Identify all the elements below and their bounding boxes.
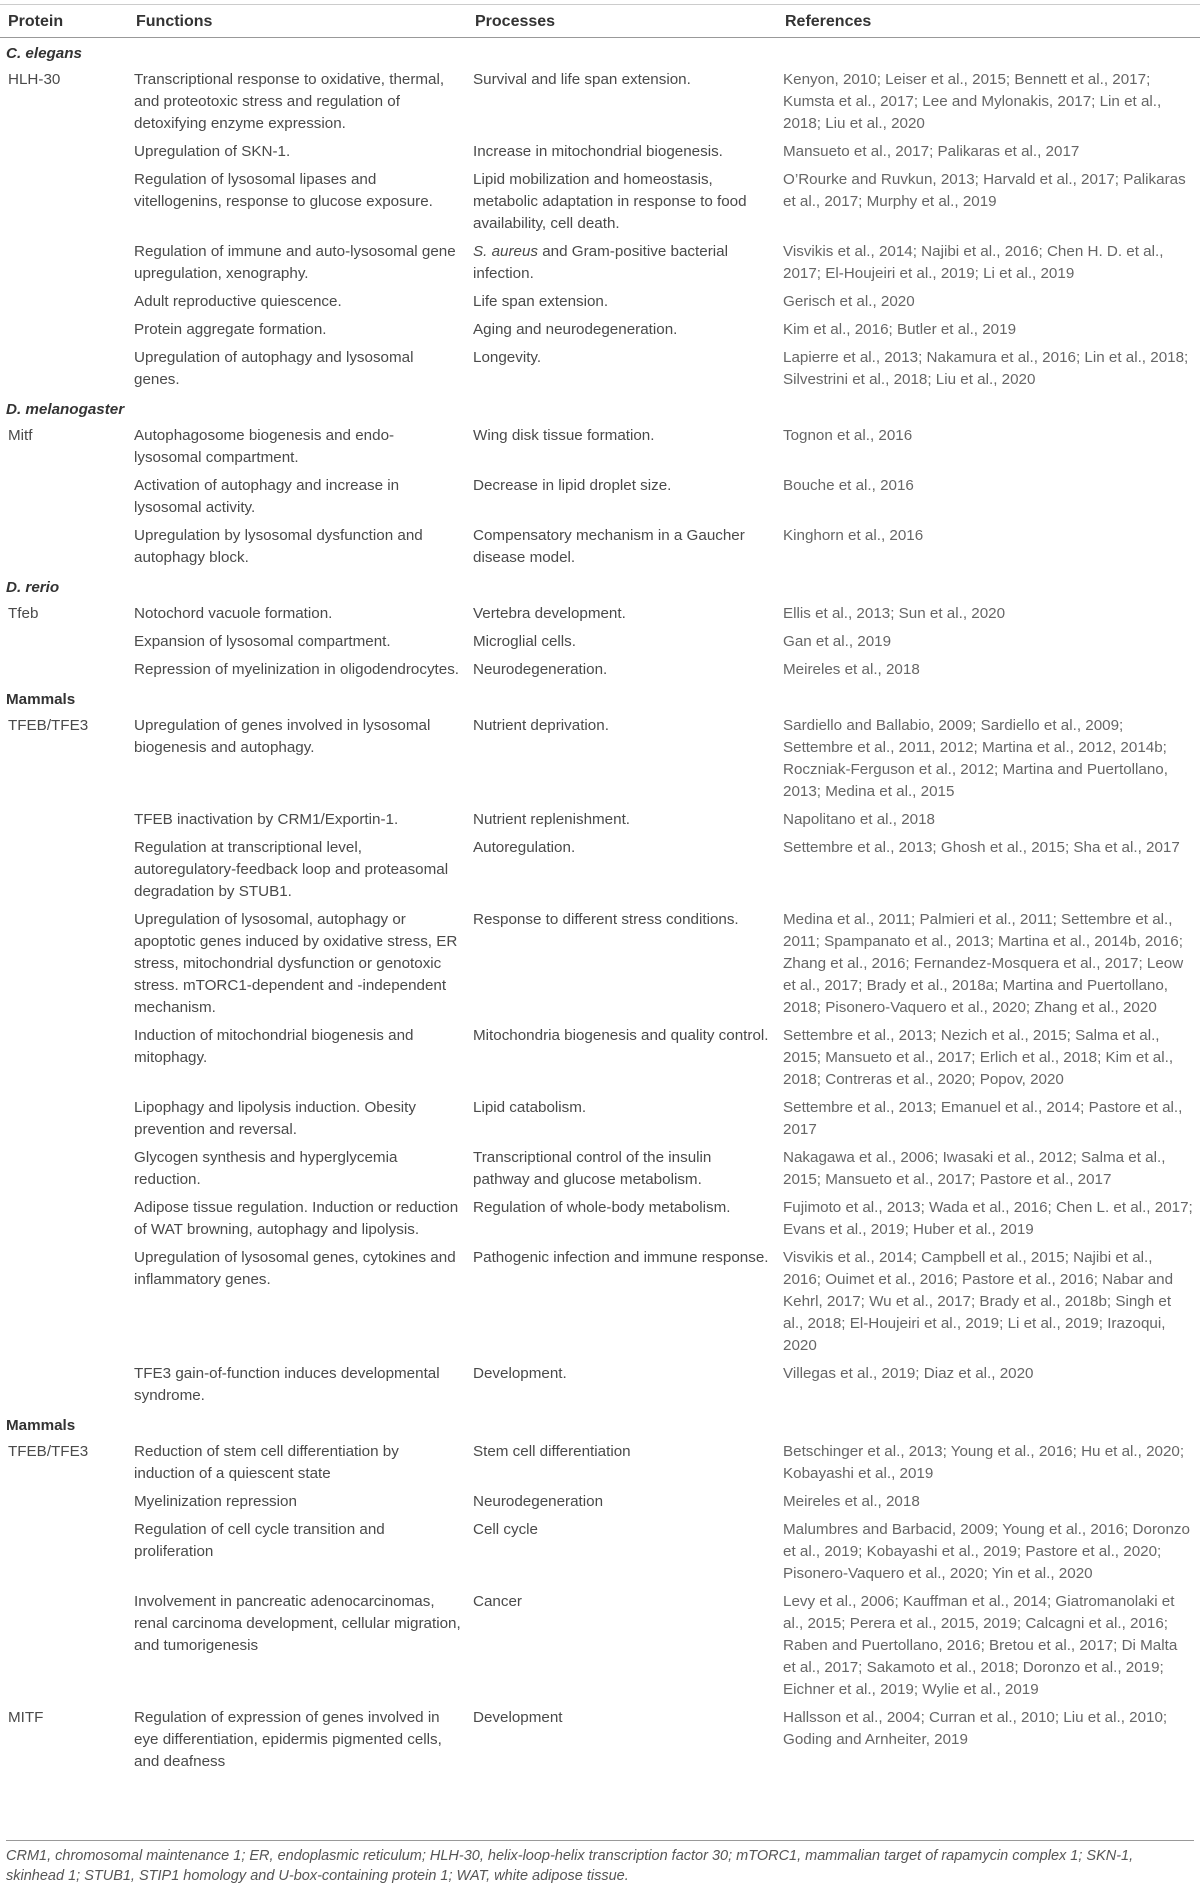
references-cell: Medina et al., 2011; Palmieri et al., 2011; Settembre et al., 2011; Spampanato et al., 2013; Martina et al., 2014b, 2016; Zhang et al., 2016; Fernandez-Mosquera et al., 2017; Leow et al., 2017; Brady et al., 2018a; Martina and Puertollano, 2018; Pisonero-Vaquero et al., 2020; Zhang et al., 2020 <box>783 911 1184 1016</box>
function-cell: TFE3 gain-of-function induces developmental syndrome. <box>134 1365 440 1404</box>
table-row <box>0 1438 1200 1488</box>
header-functions: Functions <box>128 5 467 38</box>
function-cell: Myelinization repression <box>134 1493 297 1510</box>
references-cell: Bouche et al., 2016 <box>783 477 914 494</box>
table-row <box>0 1022 1200 1094</box>
table-footnote: CRM1, chromosomal maintenance 1; ER, endoplasmic reticulum; HLH-30, helix-loop-helix transcription factor 30; mTORC1, mammalian target of rapamycin complex 1; SKN-1, skinhead 1; STUB1, STIP1 homology and U-box-containing protein 1; WAT, white adipose tissue. <box>6 1840 1194 1886</box>
function-cell: Upregulation of autophagy and lysosomal genes. <box>134 349 414 388</box>
process-species-name: S. aureus <box>473 243 539 260</box>
protein-cell <box>0 1144 128 1194</box>
process-cell: Cell cycle <box>473 1521 538 1538</box>
function-cell: Protein aggregate formation. <box>134 321 327 338</box>
process-cell: Lipid catabolism. <box>473 1099 587 1116</box>
table-row <box>0 628 1200 656</box>
references-cell: O’Rourke and Ruvkun, 2013; Harvald et al., 2017; Palikaras et al., 2017; Murphy et al., 2019 <box>783 171 1186 210</box>
function-cell: Adult reproductive quiescence. <box>134 293 342 310</box>
protein-cell <box>0 1588 128 1704</box>
table-row <box>0 238 1200 288</box>
references-cell: Kenyon, 2010; Leiser et al., 2015; Bennett et al., 2017; Kumsta et al., 2017; Lee and Mylonakis, 2017; Lin et al., 2018; Liu et al., 2020 <box>783 71 1162 132</box>
function-cell: Involvement in pancreatic adenocarcinomas, renal carcinoma development, cellular migration, and tumorigenesis <box>134 1593 461 1654</box>
protein-cell <box>0 166 128 238</box>
function-cell: Adipose tissue regulation. Induction or reduction of WAT browning, autophagy and lipolysis. <box>134 1199 459 1238</box>
table-row <box>0 1588 1200 1704</box>
protein-cell: MITF <box>8 1709 44 1726</box>
protein-cell <box>0 316 128 344</box>
references-cell: Mansueto et al., 2017; Palikaras et al., 2017 <box>783 143 1080 160</box>
protein-cell <box>0 238 128 288</box>
organism-section-row <box>0 394 1200 422</box>
table-row <box>0 522 1200 572</box>
references-cell: Nakagawa et al., 2006; Iwasaki et al., 2012; Salma et al., 2015; Mansueto et al., 2017; Pastore et al., 2017 <box>783 1149 1166 1188</box>
organism-section-row <box>0 684 1200 712</box>
process-cell: Autoregulation. <box>473 839 576 856</box>
function-cell: Autophagosome biogenesis and endo-lysosomal compartment. <box>134 427 395 466</box>
table-row <box>0 806 1200 834</box>
function-cell: Expansion of lysosomal compartment. <box>134 633 391 650</box>
process-cell: Aging and neurodegeneration. <box>473 321 678 338</box>
table-row <box>0 1094 1200 1144</box>
references-cell: Gerisch et al., 2020 <box>783 293 915 310</box>
references-cell: Hallsson et al., 2004; Curran et al., 2010; Liu et al., 2010; Goding and Arnheiter, 2019 <box>783 1709 1168 1748</box>
organism-section-row <box>0 572 1200 600</box>
protein-cell <box>0 834 128 906</box>
process-cell: Lipid mobilization and homeostasis, metabolic adaptation in response to food availability, cell death. <box>473 171 747 232</box>
references-cell: Betschinger et al., 2013; Young et al., 2016; Hu et al., 2020; Kobayashi et al., 2019 <box>783 1443 1185 1482</box>
protein-cell <box>0 522 128 572</box>
protein-cell <box>0 138 128 166</box>
protein-cell <box>0 1488 128 1516</box>
table-row <box>0 344 1200 394</box>
function-cell: Upregulation of lysosomal genes, cytokines and inflammatory genes. <box>134 1249 456 1288</box>
process-cell: Response to different stress conditions. <box>473 911 739 928</box>
references-cell: Meireles et al., 2018 <box>783 1493 920 1510</box>
protein-cell <box>0 1022 128 1094</box>
references-cell: Kim et al., 2016; Butler et al., 2019 <box>783 321 1017 338</box>
table-row <box>0 712 1200 806</box>
organism-label: D. rerio <box>6 579 60 596</box>
header-processes: Processes <box>467 5 777 38</box>
references-cell: Napolitano et al., 2018 <box>783 811 935 828</box>
process-cell: Compensatory mechanism in a Gaucher disease model. <box>473 527 745 566</box>
table-row <box>0 138 1200 166</box>
references-cell: Visvikis et al., 2014; Campbell et al., 2015; Najibi et al., 2016; Ouimet et al., 2016; Pastore et al., 2016; Nabar and Kehrl, 2017; Wu et al., 2017; Brady et al., 2018b; Singh et al., 2018; El-Houjeiri et al., 2019; Li et al., 2019; Irazoqui, 2020 <box>783 1249 1174 1354</box>
function-cell: Upregulation by lysosomal dysfunction and autophagy block. <box>134 527 423 566</box>
table-row <box>0 422 1200 472</box>
process-cell: Nutrient replenishment. <box>473 811 631 828</box>
references-cell: Visvikis et al., 2014; Najibi et al., 2016; Chen H. D. et al., 2017; El-Houjeiri et al., 2019; Li et al., 2019 <box>783 243 1164 282</box>
function-cell: Regulation of lysosomal lipases and vitellogenins, response to glucose exposure. <box>134 171 433 210</box>
function-cell: Notochord vacuole formation. <box>134 605 333 622</box>
protein-cell <box>0 1360 128 1410</box>
table-row <box>0 66 1200 138</box>
protein-cell: TFEB/TFE3 <box>8 717 89 734</box>
process-cell: Mitochondria biogenesis and quality control. <box>473 1027 769 1044</box>
protein-cell: HLH-30 <box>8 71 61 88</box>
header-protein: Protein <box>0 5 128 38</box>
organism-section-row <box>0 38 1200 67</box>
function-cell: Upregulation of lysosomal, autophagy or apoptotic genes induced by oxidative stress, ER stress, mitochondrial dysfunction or genotoxic stress. mTORC1-dependent and -independent mechanism. <box>134 911 458 1016</box>
organism-section-row <box>0 1410 1200 1438</box>
references-cell: Settembre et al., 2013; Ghosh et al., 2015; Sha et al., 2017 <box>783 839 1180 856</box>
references-cell: Ellis et al., 2013; Sun et al., 2020 <box>783 605 1006 622</box>
process-cell: Development <box>473 1709 563 1726</box>
references-cell: Levy et al., 2006; Kauffman et al., 2014; Giatromanolaki et al., 2015; Perera et al., 2015, 2019; Calcagni et al., 2016; Raben and Puertollano, 2016; Bretou et al., 2017; Di Malta et al., 2017; Sakamoto et al., 2018; Doronzo et al., 2019; Eichner et al., 2019; Wylie et al., 2019 <box>783 1593 1178 1698</box>
protein-cell <box>0 656 128 684</box>
function-cell: Reduction of stem cell differentiation by induction of a quiescent state <box>134 1443 399 1482</box>
protein-cell: Mitf <box>8 427 33 444</box>
process-cell: Longevity. <box>473 349 542 366</box>
process-cell: Neurodegeneration. <box>473 661 608 678</box>
function-cell: Activation of autophagy and increase in lysosomal activity. <box>134 477 400 516</box>
process-cell: Transcriptional control of the insulin pathway and glucose metabolism. <box>473 1149 712 1188</box>
references-cell: Gan et al., 2019 <box>783 633 892 650</box>
process-text: and Gram-positive bacterial infection. <box>473 243 728 282</box>
references-cell: Settembre et al., 2013; Emanuel et al., 2014; Pastore et al., 2017 <box>783 1099 1183 1138</box>
function-cell: Glycogen synthesis and hyperglycemia reduction. <box>134 1149 398 1188</box>
process-cell: Decrease in lipid droplet size. <box>473 477 672 494</box>
protein-cell <box>0 1516 128 1588</box>
process-cell: Wing disk tissue formation. <box>473 427 655 444</box>
process-cell: Increase in mitochondrial biogenesis. <box>473 143 723 160</box>
table-row <box>0 600 1200 628</box>
organism-label: Mammals <box>6 1417 76 1434</box>
process-cell: Nutrient deprivation. <box>473 717 609 734</box>
protein-cell <box>0 472 128 522</box>
function-cell: Lipophagy and lipolysis induction. Obesity prevention and reversal. <box>134 1099 416 1138</box>
references-cell: Tognon et al., 2016 <box>783 427 913 444</box>
process-cell: Neurodegeneration <box>473 1493 604 1510</box>
function-cell: TFEB inactivation by CRM1/Exportin-1. <box>134 811 399 828</box>
table-row <box>0 1516 1200 1588</box>
references-cell: Villegas et al., 2019; Diaz et al., 2020 <box>783 1365 1034 1382</box>
references-cell: Kinghorn et al., 2016 <box>783 527 924 544</box>
table-row <box>0 906 1200 1022</box>
organism-label: C. elegans <box>6 45 82 62</box>
references-cell: Fujimoto et al., 2013; Wada et al., 2016; Chen L. et al., 2017; Evans et al., 2019; Huber et al., 2019 <box>783 1199 1193 1238</box>
protein-cell <box>0 806 128 834</box>
process-cell: Survival and life span extension. <box>473 71 691 88</box>
table-row <box>0 1194 1200 1244</box>
table-row <box>0 288 1200 316</box>
function-cell: Repression of myelinization in oligodendrocytes. <box>134 661 460 678</box>
table-row <box>0 472 1200 522</box>
table-row <box>0 1360 1200 1410</box>
process-cell: Microglial cells. <box>473 633 576 650</box>
table-row <box>0 1488 1200 1516</box>
references-cell: Meireles et al., 2018 <box>783 661 920 678</box>
table-row <box>0 166 1200 238</box>
process-cell: Vertebra development. <box>473 605 626 622</box>
process-cell: Development. <box>473 1365 567 1382</box>
protein-cell: Tfeb <box>8 605 39 622</box>
organism-label: Mammals <box>6 691 76 708</box>
process-cell: Pathogenic infection and immune response. <box>473 1249 769 1266</box>
function-cell: Regulation of immune and auto-lysosomal gene upregulation, xenography. <box>134 243 456 282</box>
protein-cell <box>0 288 128 316</box>
protein-cell: TFEB/TFE3 <box>8 1443 89 1460</box>
function-cell: Upregulation of SKN-1. <box>134 143 291 160</box>
function-cell: Regulation of cell cycle transition and proliferation <box>134 1521 385 1560</box>
references-cell: Sardiello and Ballabio, 2009; Sardiello et al., 2009; Settembre et al., 2011, 2012; Martina et al., 2012, 2014b; Roczniak-Ferguson et al., 2012; Martina and Puertollano, 2013; Medina et al., 2015 <box>783 717 1168 800</box>
table-row <box>0 1244 1200 1360</box>
table-row <box>0 834 1200 906</box>
table-body <box>0 38 1200 1777</box>
table-header-row <box>0 5 1200 38</box>
process-cell: Regulation of whole-body metabolism. <box>473 1199 731 1216</box>
process-cell <box>467 238 777 288</box>
process-cell: Cancer <box>473 1593 522 1610</box>
protein-cell <box>0 1244 128 1360</box>
protein-cell <box>0 906 128 1022</box>
references-cell: Settembre et al., 2013; Nezich et al., 2015; Salma et al., 2015; Mansueto et al., 2017; Erlich et al., 2018; Kim et al., 2018; Contreras et al., 2020; Popov, 2020 <box>783 1027 1174 1088</box>
function-cell: Regulation of expression of genes involved in eye differentiation, epidermis pigmented cells, and deafness <box>134 1709 442 1770</box>
function-cell: Regulation at transcriptional level, autoregulatory-feedback loop and proteasomal degradation by STUB1. <box>134 839 449 900</box>
table-row <box>0 316 1200 344</box>
process-cell: Life span extension. <box>473 293 609 310</box>
protein-cell <box>0 344 128 394</box>
process-cell: Stem cell differentiation <box>473 1443 631 1460</box>
protein-cell <box>0 1194 128 1244</box>
protein-cell <box>0 1094 128 1144</box>
function-cell: Induction of mitochondrial biogenesis and mitophagy. <box>134 1027 414 1066</box>
function-cell: Transcriptional response to oxidative, thermal, and proteotoxic stress and regulation of detoxifying enzyme expression. <box>134 71 445 132</box>
table-row <box>0 1144 1200 1194</box>
references-cell: Malumbres and Barbacid, 2009; Young et al., 2016; Doronzo et al., 2019; Kobayashi et al., 2019; Pastore et al., 2020; Pisonero-Vaquero et al., 2020; Yin et al., 2020 <box>783 1521 1190 1582</box>
references-cell: Lapierre et al., 2013; Nakamura et al., 2016; Lin et al., 2018; Silvestrini et al., 2018; Liu et al., 2020 <box>783 349 1189 388</box>
organism-label: D. melanogaster <box>6 401 125 418</box>
header-references: References <box>777 5 1200 38</box>
protein-cell <box>0 628 128 656</box>
table-row <box>0 1704 1200 1776</box>
function-cell: Upregulation of genes involved in lysosomal biogenesis and autophagy. <box>134 717 431 756</box>
protein-function-table <box>0 4 1200 1776</box>
table-row <box>0 656 1200 684</box>
